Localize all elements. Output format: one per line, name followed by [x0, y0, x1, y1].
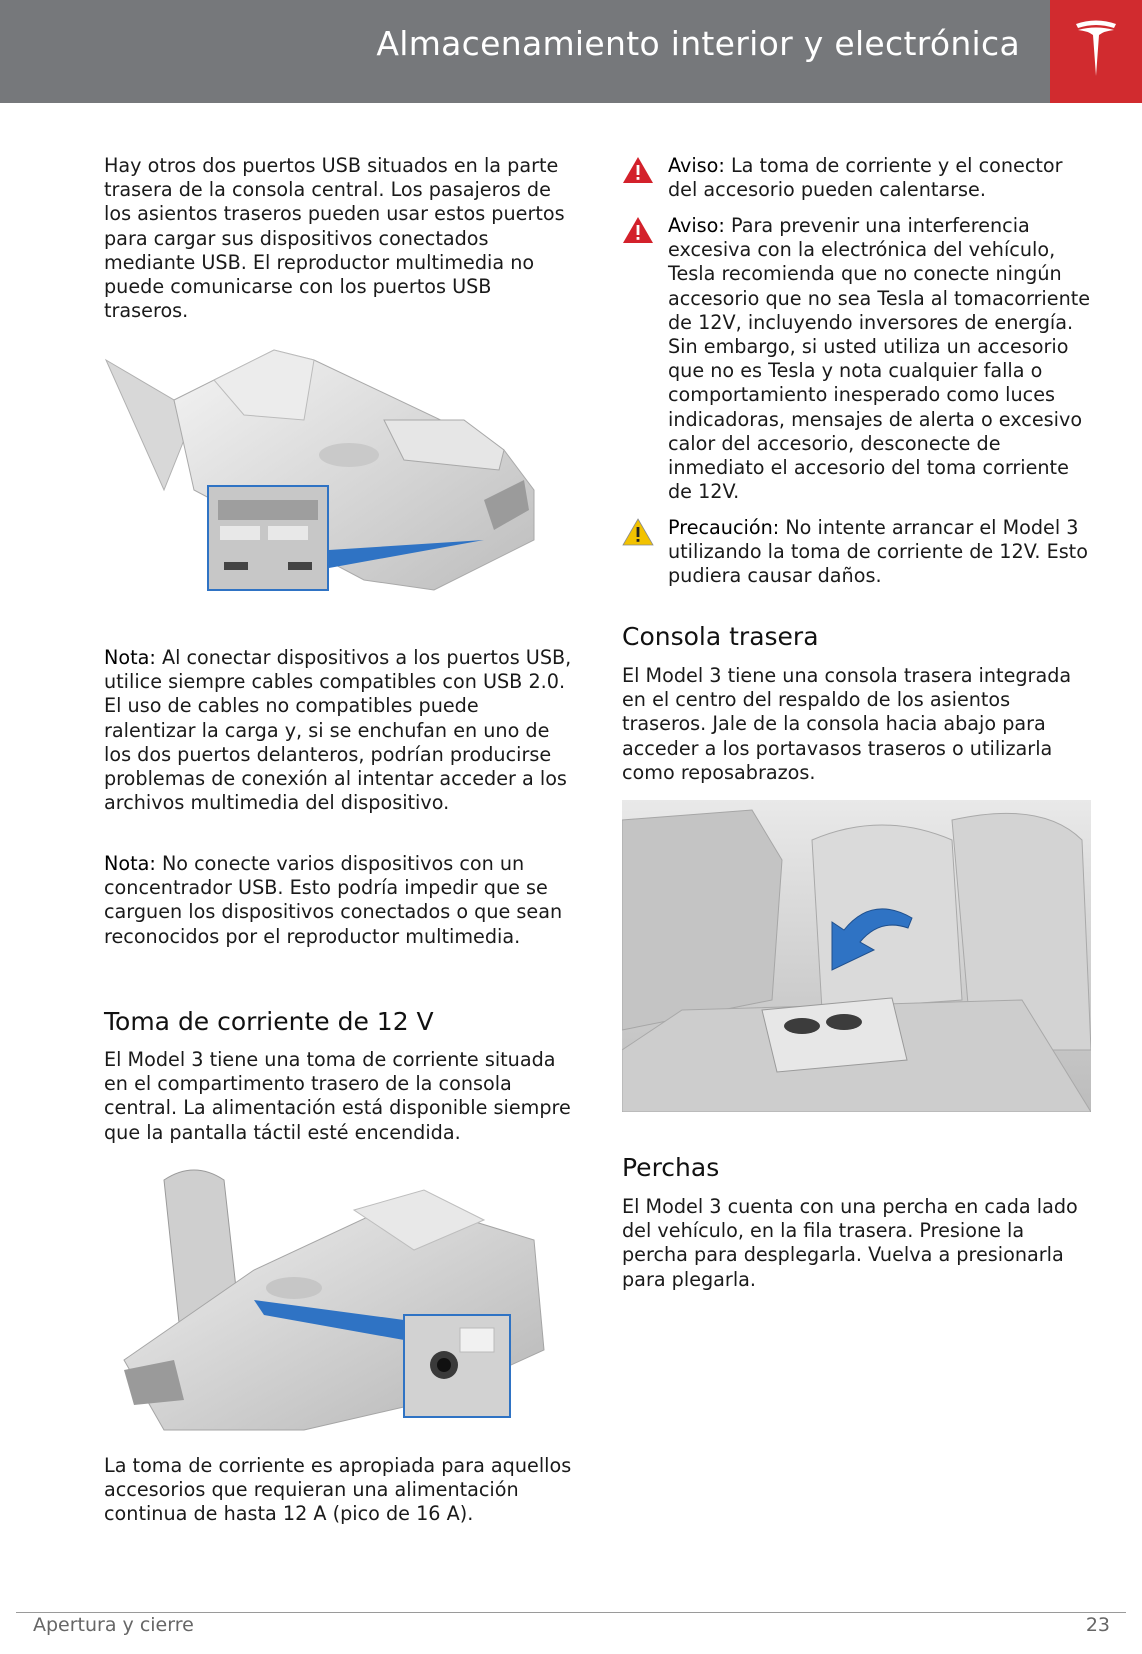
section-heading-rear-console: Consola trasera: [622, 622, 819, 651]
page-header: [0, 0, 1142, 103]
footer-section-name: Apertura y cierre: [33, 1614, 194, 1636]
page-number: 23: [1085, 1614, 1110, 1636]
note-usb-hub: [104, 852, 574, 949]
footer-divider: [16, 1612, 1126, 1613]
cupholder-icon: [784, 1018, 820, 1034]
page-title: Almacenamiento interior y electrónica: [376, 24, 1020, 63]
note-text: Al conectar dispositivos a los puertos USB, utilice siempre cables compatibles con USB 2.0. El uso de cables no compatibles puede ralentizar la carga y, si se enchufan en uno de los dos puertos delanteros, podrían producirse problemas de conexión al intentar acceder a los archivos multimedia del dispositivo.: [104, 646, 572, 815]
power-outlet-capacity-paragraph: La toma de corriente es apropiada para aquellos accesorios que requieran una alimentación continua de hasta 12 A (pico de 16 A).: [104, 1454, 572, 1526]
warning-label: Aviso:: [668, 214, 725, 237]
caution-jump-start: [622, 516, 1092, 589]
note-usb-cables: [104, 646, 574, 815]
power-outlet-illustration: [104, 1160, 566, 1442]
section-heading-hooks: Perchas: [622, 1153, 720, 1182]
usb-port-icon: [288, 562, 312, 570]
warning-triangle-icon: [622, 216, 654, 244]
power-outlet-paragraph: El Model 3 tiene una toma de corriente situada en el compartimento trasero de la consola central. La alimentación está disponible siempre que la pantalla táctil esté encendida.: [104, 1048, 571, 1144]
warning-hot-connector: [622, 154, 1092, 202]
rear-console-paragraph: El Model 3 tiene una consola trasera integrada en el centro del respaldo de los asientos traseros. Jale de la consola hacia abajo para acceder a los portavasos traseros o utilizarla como reposabrazos.: [622, 664, 1072, 784]
cupholder-icon: [826, 1014, 862, 1030]
caution-text: No intente arrancar el Model 3 utilizando la toma de corriente de 12V. Esto pudiera causar daños.: [668, 516, 1088, 588]
section-heading-power-outlet: Toma de corriente de 12 V: [104, 1007, 434, 1036]
warning-triangle-icon: [622, 156, 654, 184]
hooks-paragraph: El Model 3 cuenta con una percha en cada lado del vehículo, en la fila trasera. Presione la percha para desplegarla. Vuelva a presionarla para plegarla.: [622, 1195, 1078, 1291]
warning-interference: [622, 214, 1092, 504]
armrest-shape: [762, 998, 907, 1072]
usb-port-icon: [224, 562, 248, 570]
warning-text: Para prevenir una interferencia excesiva con la electrónica del vehículo, Tesla recomienda que no conecte ningún accesorio que no sea Tesla al tomacorriente de 12V, incluyendo inversores de energía. Sin embargo, si usted utiliza un accesorio que no es Tesla y nota cualquier falla o comportamiento inesperado como luces indicadoras, mensajes de alerta o excesivo calor del accesorio, desconecte de inmediato el accesorio del toma corriente de 12V.: [668, 214, 1091, 504]
note-label: Nota:: [104, 646, 156, 669]
caution-triangle-icon: [622, 518, 654, 546]
tesla-logo-icon: [1074, 18, 1118, 78]
usb-ports-illustration: [104, 340, 566, 626]
rear-armrest-illustration: [622, 800, 1091, 1112]
warning-label: Aviso:: [668, 154, 725, 177]
note-text: No conecte varios dispositivos con un concentrador USB. Esto podría impedir que se carguen los dispositivos conectados o que sean reconocidos por el reproductor multimedia.: [104, 852, 563, 948]
caution-label: Precaución:: [668, 516, 780, 539]
brand-logo: [1050, 0, 1142, 103]
warning-text: La toma de corriente y el conector del accesorio pueden calentarse.: [668, 154, 1063, 202]
note-label: Nota:: [104, 852, 156, 875]
usb-intro-paragraph: Hay otros dos puertos USB situados en la parte trasera de la consola central. Los pasajeros de los asientos traseros pueden usar estos puertos para cargar sus dispositivos conectados mediante USB. El reproductor multimedia no puede comunicarse con los puertos USB traseros.: [104, 154, 565, 323]
